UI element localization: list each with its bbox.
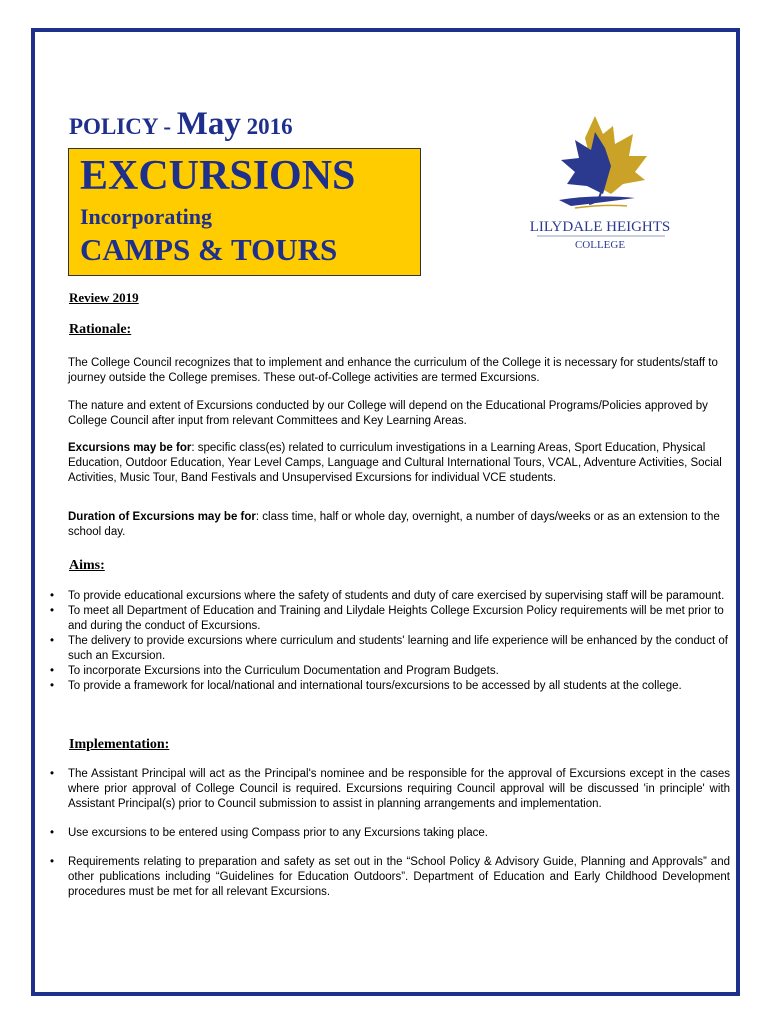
title-box xyxy=(68,148,421,276)
rationale-paragraph-1: The College Council recognizes that to implement and enhance the curriculum of the College it is necessary for students/staff to journey outside the College premises. These out-of-College activities are termed Excursions. xyxy=(68,357,718,384)
document-subtitle: Incorporating xyxy=(80,204,212,229)
list-item: • To provide a framework for local/national and international tours/excursions to be accessed by all students at the college. xyxy=(50,680,682,692)
logo-name-line1: LILYDALE HEIGHTS xyxy=(529,219,671,235)
implementation-list xyxy=(50,767,730,900)
rationale-paragraph-4 xyxy=(68,510,733,540)
policy-date xyxy=(69,106,293,143)
logo-name-line2: COLLEGE xyxy=(574,239,626,251)
list-item: • Use excursions to be entered using Compass prior to any Excursions taking place. xyxy=(50,827,488,839)
excursions-label: Excursions may be for xyxy=(68,442,192,454)
list-item: • The delivery to provide excursions where curriculum and students' learning and life experience will be enhanced by the conduct of such an Excursion. xyxy=(50,635,728,662)
duration-text: : class time, half or whole day, overnight, a number of days/weeks or as an extension to the school day. xyxy=(68,511,720,538)
logo-water-icon xyxy=(559,196,635,206)
list-item: • To provide educational excursions where the safety of students and duty of care exercised by supervising staff will be paramount. xyxy=(50,590,725,602)
review-heading: Review 2019 xyxy=(69,290,139,305)
rationale-paragraph-2: The nature and extent of Excursions conducted by our College will depend on the Educational Programs/Policies approved by College Council after input from relevant Committees and Key Learning Areas. xyxy=(68,400,708,427)
implementation-heading: Implementation: xyxy=(69,737,170,752)
rationale-heading: Rationale: xyxy=(69,322,132,337)
list-item: • To meet all Department of Education and Training and Lilydale Heights College Excursion Policy requirements will be met prior to and during the conduct of Excursions. xyxy=(50,605,724,632)
duration-label: Duration of Excursions may be for xyxy=(68,511,256,523)
document-subtitle-camps: CAMPS & TOURS xyxy=(80,232,338,267)
policy-prefix: POLICY - xyxy=(69,114,177,139)
list-item: • To incorporate Excursions into the Curriculum Documentation and Program Budgets. xyxy=(50,665,499,677)
list-item: • The Assistant Principal will act as the Principal's nominee and be responsible for the approval of Excursions except in the cases where prior approval of College Council is required. Excursions requiring Council approval will be discussed 'in principle' with Assistant Principal(s) prior to Council submission to assist in planning arrangements and implementation. xyxy=(50,768,730,810)
rationale-paragraph-3 xyxy=(68,441,733,486)
aims-heading: Aims: xyxy=(69,558,105,573)
college-logo xyxy=(515,108,685,253)
document-title: EXCURSIONS xyxy=(80,153,356,199)
list-item: • Requirements relating to preparation and safety as set out in the “School Policy & Advisory Guide, Planning and Approvals” and other publications including “Guidelines for Education Outdoors”. Department of Education and Early Childhood Development procedures must be met for all relevant Excursions. xyxy=(50,856,730,898)
aims-list xyxy=(50,589,730,694)
policy-month: May xyxy=(176,106,241,142)
policy-year: 2016 xyxy=(240,114,293,139)
excursions-text: : specific class(es) related to curriculum investigations in a Learning Areas, Sport Education, Physical Education, Outdoor Education, Year Level Camps, Language and Cultural International Tours, VCAL, Adventure Activities, Social Activities, Music Tour, Band Festivals and Unsupervised Excursions for individual VCE students. xyxy=(68,442,722,484)
